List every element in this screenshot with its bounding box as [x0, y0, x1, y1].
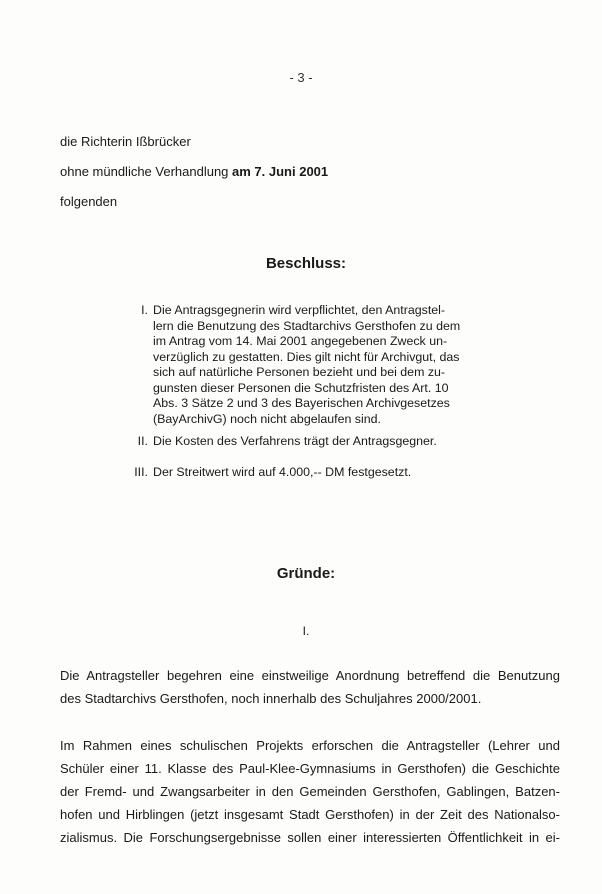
paragraph-line: Schüler einer 11. Klasse des Paul-Klee-Gymnasiums in Gersthofen) die Geschichte — [60, 761, 560, 776]
order-item-2-text: Die Kosten des Verfahrens trägt der Antragsgegner. — [153, 434, 437, 448]
intro-following-line: folgenden — [60, 194, 118, 209]
paragraph-line: Die Antragsteller begehren eine einstweilige Anordnung betreffend die Benutzung — [60, 668, 560, 683]
order-line: sich auf natürliche Personen bezieht und bei dem zu- — [153, 365, 446, 379]
paragraph-line: des Stadtarchivs Gersthofen, noch innerhalb des Schuljahres 2000/2001. — [60, 691, 482, 706]
page-number: - 3 - — [289, 70, 313, 85]
order-line: (BayArchivG) noch nicht abgelaufen sind. — [153, 411, 381, 426]
intro-hearing-prefix: ohne mündliche Verhandlung — [60, 164, 233, 179]
order-line: verzüglich zu gestatten. Dies gilt nicht für Archivgut, das — [153, 349, 460, 364]
order-line: lern die Benutzung des Stadtarchivs Gersthofen zu dem — [153, 318, 461, 333]
gruende-section-number: I. — [302, 624, 310, 638]
intro-hearing-line — [60, 164, 328, 180]
order-line: gunsten dieser Personen die Schutzfristen des Art. 10 — [153, 380, 449, 395]
order-item-3-number: III. — [134, 465, 148, 479]
order-item-1-number: I. — [141, 303, 148, 317]
paragraph-line: hofen und Hirblingen (jetzt insgesamt Stadt Gersthofen) in der Zeit des Nationalso- — [60, 807, 560, 822]
order-item-3-text: Der Streitwert wird auf 4.000,-- DM festgesetzt. — [153, 465, 412, 479]
order-item-1-text — [153, 303, 498, 427]
beschluss-heading: Beschluss: — [265, 255, 347, 272]
paragraph-line: zialismus. Die Forschungsergebnisse sollen einer interessierten Öffentlichkeit in ei- — [60, 830, 560, 845]
gruende-heading: Gründe: — [276, 565, 336, 582]
paragraph-line: der Fremd- und Zwangsarbeiter in den Gemeinden Gersthofen, Gablingen, Batzen- — [60, 784, 560, 799]
order-line: Die Antragsgegnerin wird verpflichtet, den Antragstel- — [153, 303, 446, 317]
intro-hearing-date: am 7. Juni 2001 — [232, 164, 329, 179]
paragraph-line: Im Rahmen eines schulischen Projekts erforschen die Antragsteller (Lehrer und — [60, 738, 560, 753]
order-item-2-number: II. — [137, 434, 148, 448]
order-line: Abs. 3 Sätze 2 und 3 des Bayerischen Archivgesetzes — [153, 396, 450, 410]
order-line: im Antrag vom 14. Mai 2001 angegebenen Zweck un- — [153, 334, 448, 348]
intro-judge-line: die Richterin Ißbrücker — [60, 134, 191, 149]
